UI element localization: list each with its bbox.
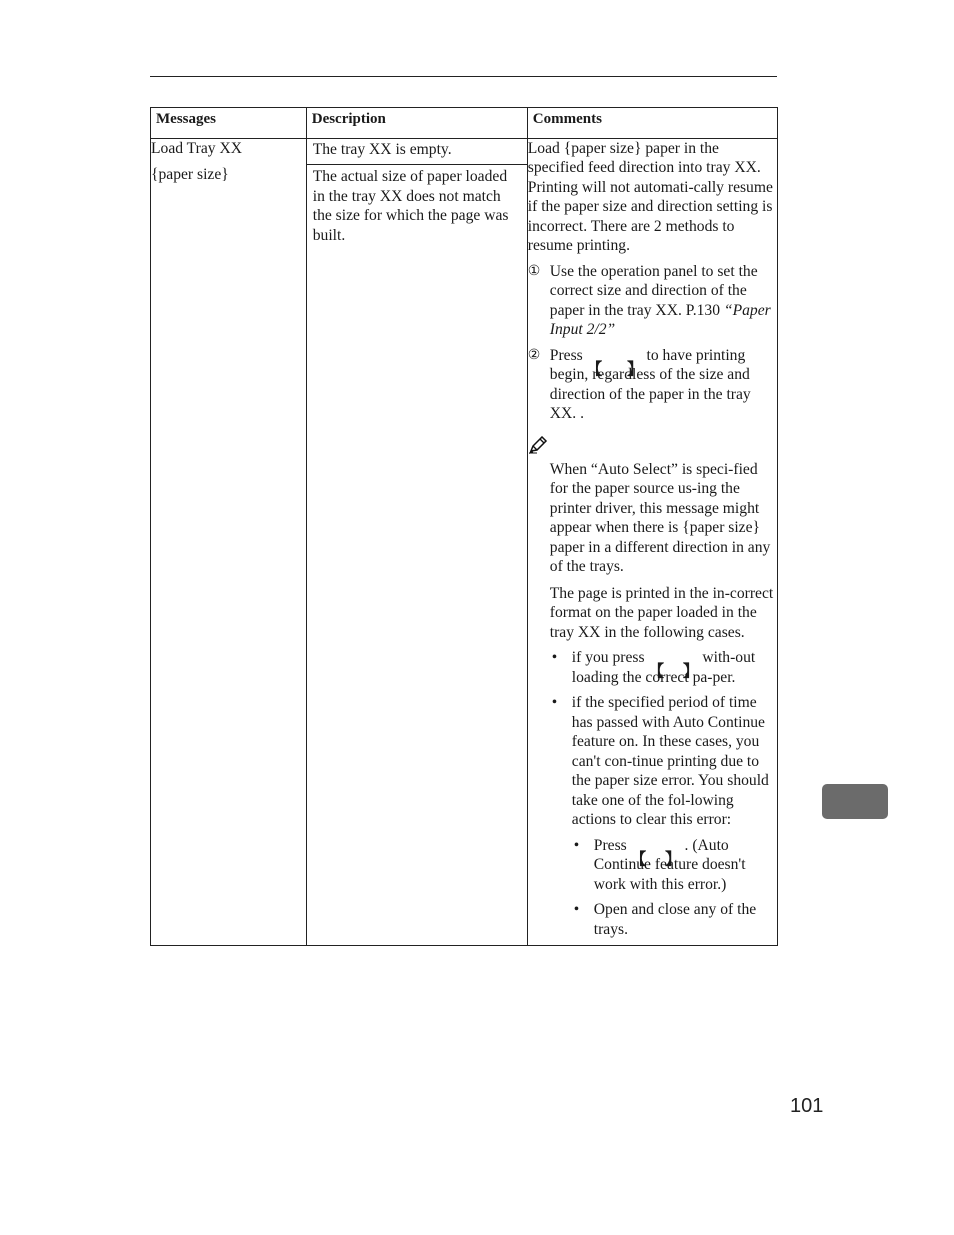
bullet-1-pre: if you press bbox=[571, 649, 645, 666]
bullet-1-post: with-out loading the correct pa-per. bbox=[571, 649, 756, 686]
note-paragraph-2: The page is printed in the in-correct format on the paper loaded in the tray XX in the following cases. bbox=[549, 584, 774, 641]
step-1-text bbox=[550, 262, 777, 340]
list-item bbox=[550, 648, 777, 687]
step-2-number: ② bbox=[527, 347, 541, 363]
list-item bbox=[572, 836, 777, 895]
note-bullet-list bbox=[550, 648, 777, 939]
bullet-2-text: if the specified period of time has passed with Auto Continue feature on. In these cases, you can't con-tinue printing due to the paper size error. You should take one of the fol-lowing actions to clear this error: bbox=[571, 694, 769, 828]
step-1 bbox=[528, 262, 777, 340]
header-messages: Messages bbox=[151, 108, 307, 139]
sub-bullet-1-pre: Press bbox=[593, 836, 627, 854]
list-item bbox=[572, 900, 777, 939]
comments-intro: Load {paper size} paper in the specified feed direction into tray XX. Printing will not automati-cally resume if the paper size and direction setting is incorrect. There are 2 methods to resume printing. bbox=[527, 139, 773, 254]
note-block bbox=[528, 460, 777, 940]
sub-bullet-2-text: Open and close any of the trays. bbox=[593, 901, 757, 938]
pencil-note-icon bbox=[528, 436, 777, 456]
page-number: 101 bbox=[790, 1095, 824, 1117]
sub-bullet-list bbox=[572, 836, 777, 940]
step-2-post: to have printing begin, regardless of the size and direction of the paper in the tray XX. . bbox=[549, 346, 751, 422]
sub-bullet-1-post: . (Auto Continue feature doesn't work with this error.) bbox=[593, 836, 746, 893]
header-comments: Comments bbox=[527, 108, 777, 139]
step-1-body: Use the operation panel to set the correct size and direction of the paper in the tray XX. bbox=[549, 262, 758, 319]
description-empty-tray: The tray XX is empty. bbox=[307, 139, 527, 166]
step-1-ref-title: “Paper Input 2/2” bbox=[549, 301, 771, 338]
description-size-mismatch: The actual size of paper loaded in the tray XX does not match the size for which the page was built. bbox=[312, 168, 509, 244]
message-cell bbox=[151, 138, 307, 946]
step-1-number: ① bbox=[527, 263, 541, 279]
section-tab-marker bbox=[822, 784, 888, 819]
comments-cell bbox=[527, 138, 777, 946]
table-header-row bbox=[151, 108, 778, 139]
description-cell bbox=[306, 138, 527, 946]
table-row bbox=[151, 138, 778, 946]
step-2-text bbox=[550, 346, 777, 424]
note-paragraph-1: When “Auto Select” is speci-fied for the paper source us-ing the printer driver, this message might appear when there is {paper size} paper in a different direction in any of the trays. bbox=[549, 460, 771, 575]
step-2-pre: Press bbox=[549, 346, 583, 364]
list-item bbox=[550, 693, 777, 939]
step-1-ref: P.130 bbox=[685, 301, 720, 319]
step-2 bbox=[528, 346, 777, 424]
message-line-1: Load Tray XX bbox=[151, 139, 242, 157]
header-description: Description bbox=[306, 108, 527, 139]
messages-table bbox=[150, 107, 778, 946]
header-rule bbox=[150, 76, 777, 77]
message-line-2: {paper size} bbox=[151, 166, 229, 183]
